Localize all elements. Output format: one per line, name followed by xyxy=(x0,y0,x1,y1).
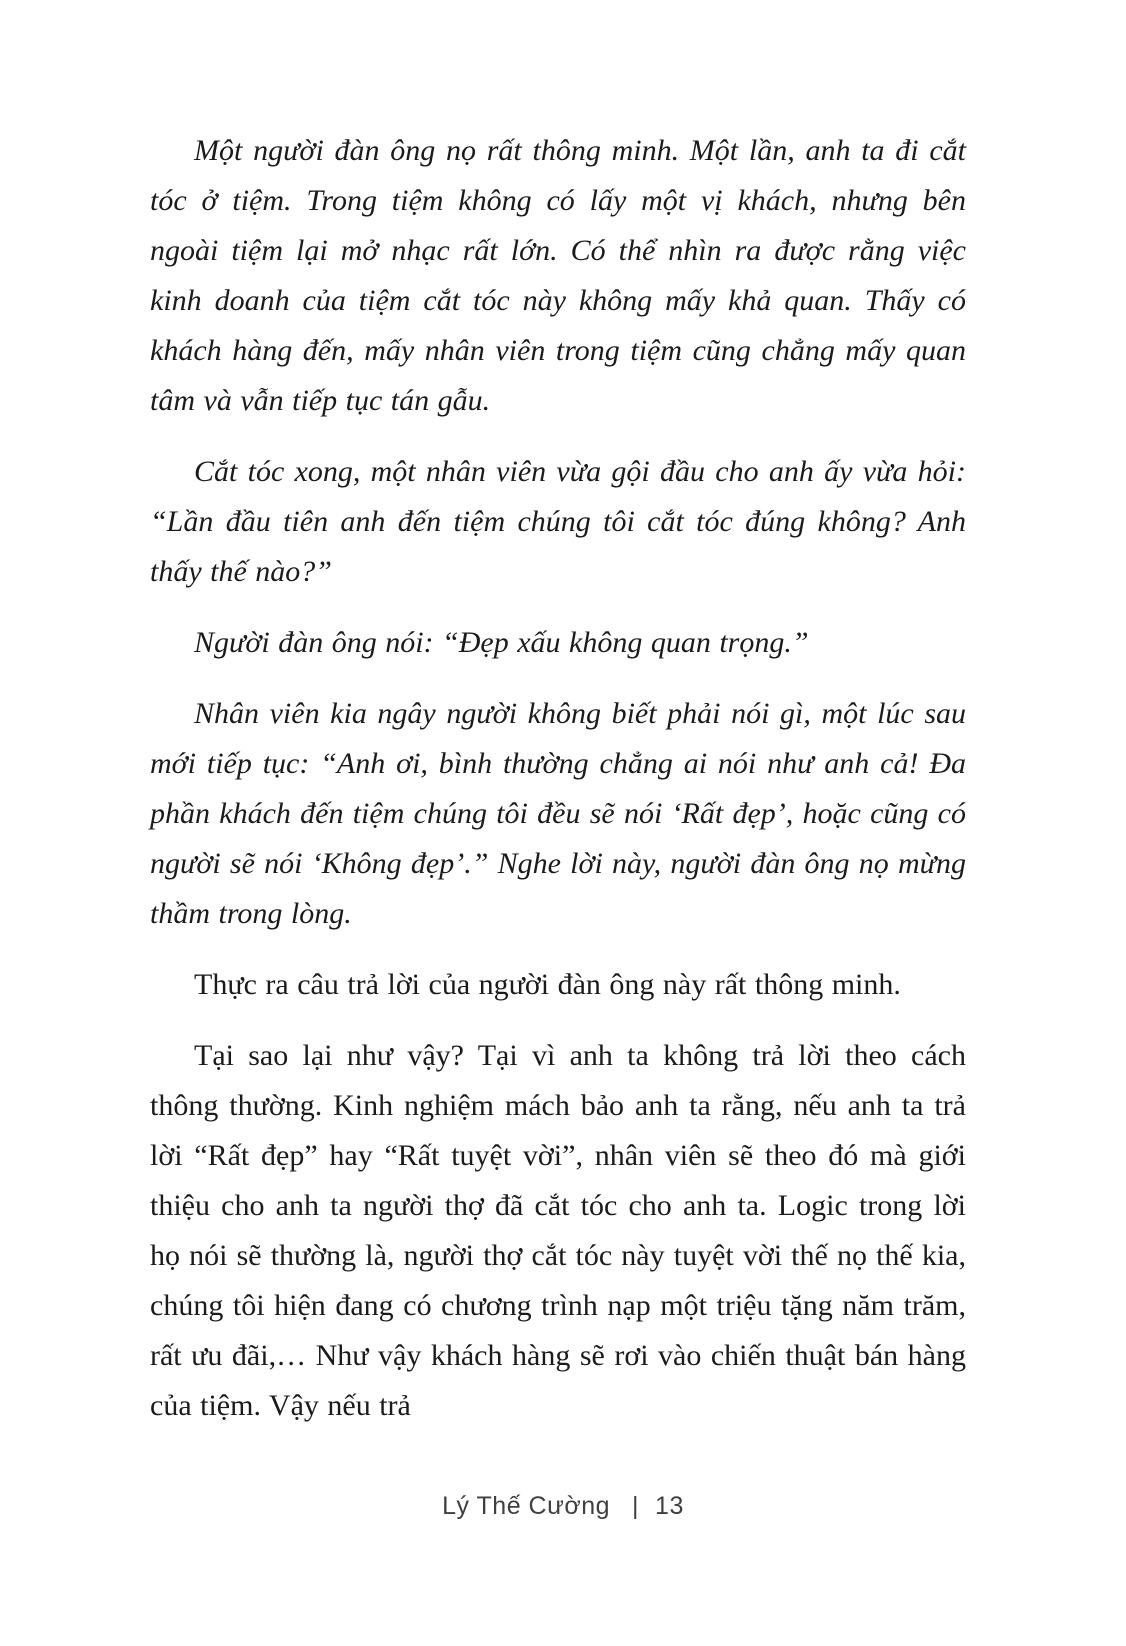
paragraph: Cắt tóc xong, một nhân viên vừa gội đầu cho anh ấy vừa hỏi: “Lần đầu tiên anh đến tiệm chúng tôi cắt tóc đúng không? Anh thấy thế nào?” xyxy=(150,455,966,588)
footer-separator: | xyxy=(632,1492,640,1520)
footer-author: Lý Thế Cường xyxy=(442,1492,611,1520)
footer-page-number: 13 xyxy=(655,1492,684,1520)
paragraph: Nhân viên kia ngây người không biết phải nói gì, một lúc sau mới tiếp tục: “Anh ơi, bình thường chẳng ai nói như anh cả! Đa phần khách đến tiệm chúng tôi đều sẽ nói ‘Rất đẹp’, hoặc cũng có người sẽ nói ‘Không đẹp’.” Nghe lời này, người đàn ông nọ mừng thầm trong lòng. xyxy=(150,697,966,930)
paragraph: Thực ra câu trả lời của người đàn ông này rất thông minh. xyxy=(194,968,901,1001)
paragraph: Người đàn ông nói: “Đẹp xấu không quan trọng.” xyxy=(194,626,809,659)
text-block xyxy=(150,126,966,1452)
paragraph: Một người đàn ông nọ rất thông minh. Một lần, anh ta đi cắt tóc ở tiệm. Trong tiệm không có lấy một vị khách, nhưng bên ngoài tiệm lại mở nhạc rất lớn. Có thể nhìn ra được rằng việc kinh doanh của tiệm cắt tóc này không mấy khả quan. Thấy có khách hàng đến, mấy nhân viên trong tiệm cũng chẳng mấy quan tâm và vẫn tiếp tục tán gẫu. xyxy=(150,134,966,417)
page-footer xyxy=(0,1492,1126,1521)
paragraph: Tại sao lại như vậy? Tại vì anh ta không trả lời theo cách thông thường. Kinh nghiệm mách bảo anh ta rằng, nếu anh ta trả lời “Rất đẹp” hay “Rất tuyệt vời”, nhân viên sẽ theo đó mà giới thiệu cho anh ta người thợ đã cắt tóc cho anh ta. Logic trong lời họ nói sẽ thường là, người thợ cắt tóc này tuyệt vời thế nọ thế kia, chúng tôi hiện đang có chương trình nạp một triệu tặng năm trăm, rất ưu đãi,… Như vậy khách hàng sẽ rơi vào chiến thuật bán hàng của tiệm. Vậy nếu trả xyxy=(150,1039,966,1422)
